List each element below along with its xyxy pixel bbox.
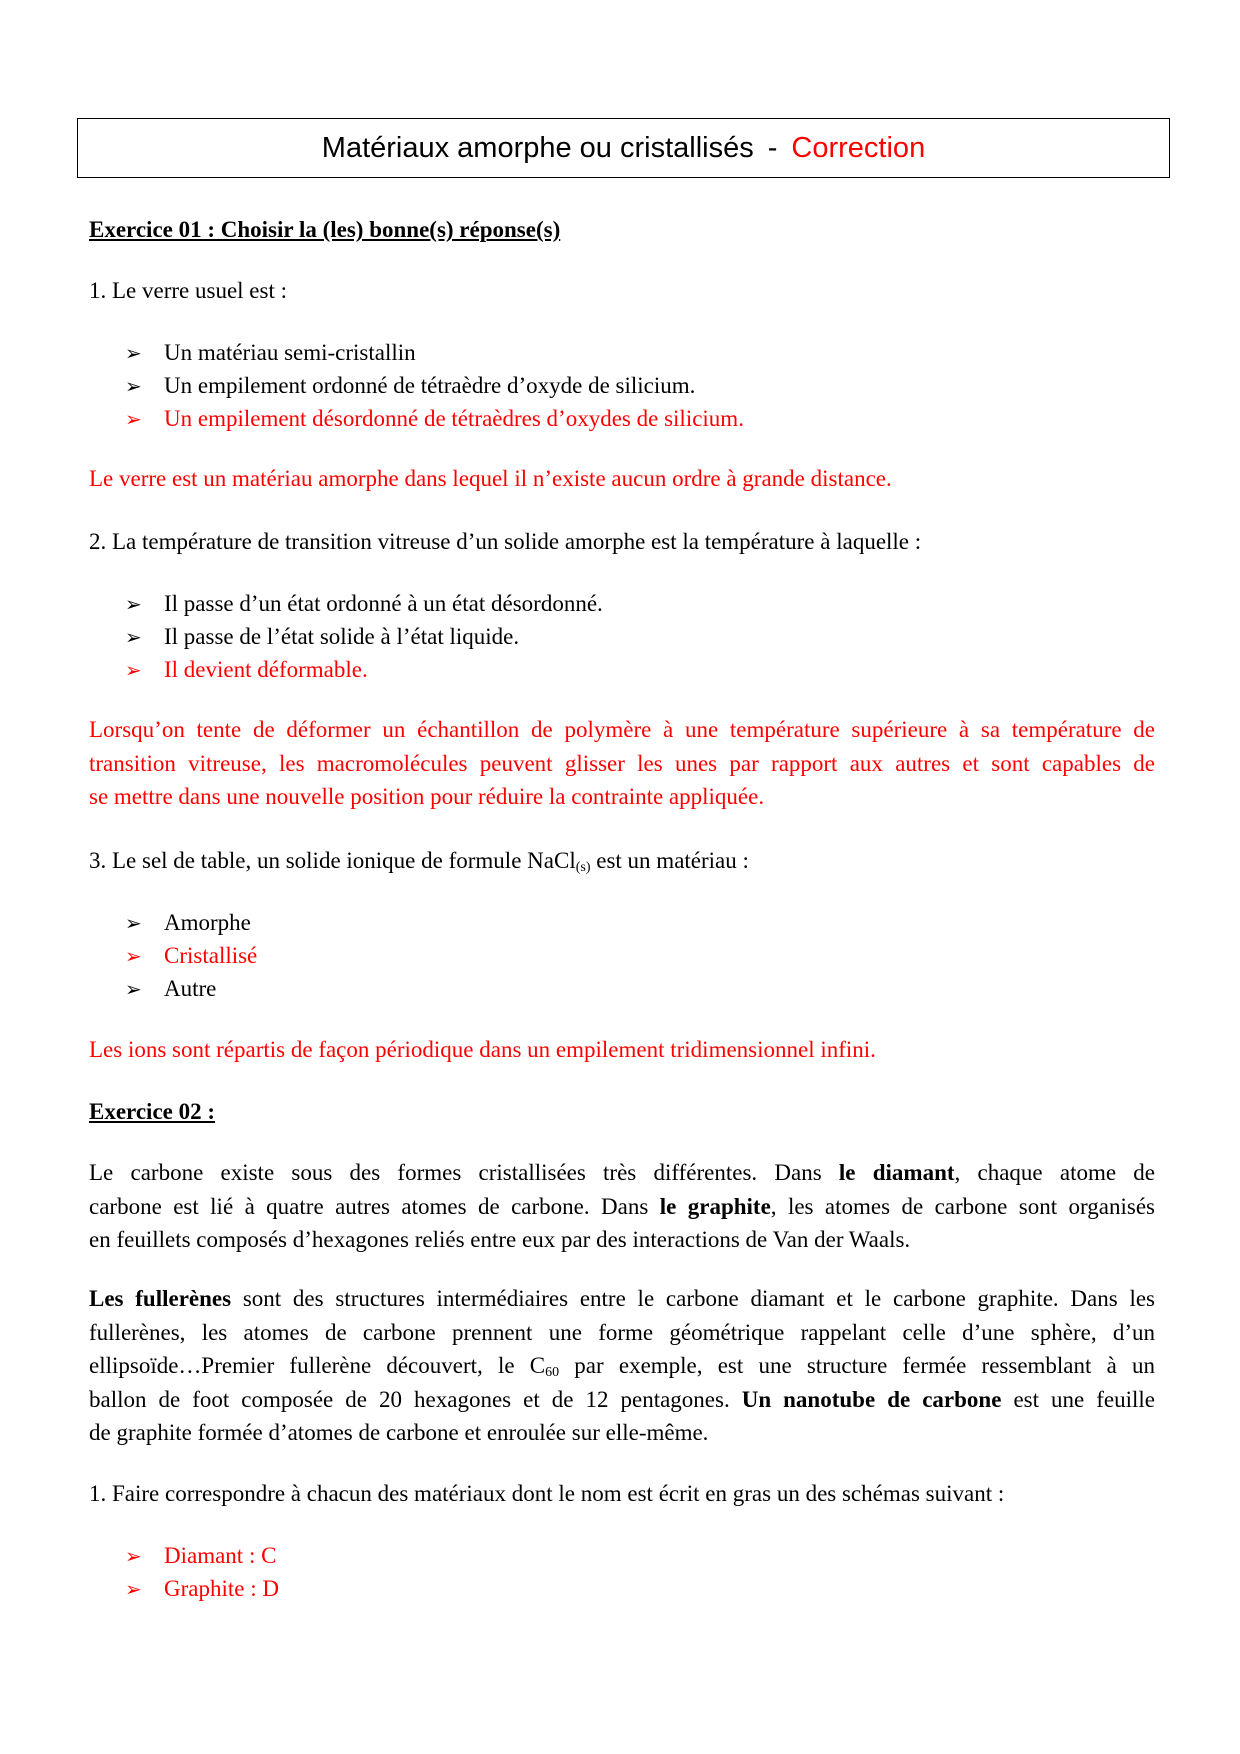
arrow-bullet-icon: ➢ <box>125 1577 142 1601</box>
arrow-bullet-icon: ➢ <box>125 944 142 968</box>
q2-option-3-correct: ➢ Il devient déformable. <box>125 653 368 687</box>
question-3: 3. Le sel de table, un solide ionique de formule NaCl$_{(s)}$ est un matériau : <box>89 848 749 875</box>
ex2-paragraph-2: Les fullerènes sont des structures intermédiaires entre le carbone diamant et le carbone graphite. Dans les fullerènes, les atomes de carbone prennent une forme géométrique rappelant celle d’une sphère, d’un ellipsoïde…Premier fullerène découvert, le $C_{60}$ par exemple, est une structure fermée ressemblant à un ballon de foot composée de 20 hexagones et de 12 pentagones. Un nanotube de carbone est une feuille de graphite formée d’atomes de carbone et enroulée sur elle-même. <box>89 1286 1155 1445</box>
q3-option-3: ➢ Autre <box>125 972 216 1006</box>
ex2-paragraph-1: Le carbone existe sous des formes cristallisées très différentes. Dans le diamant, chaque atome de carbone est lié à quatre autres atomes de carbone. Dans le graphite, les atomes de carbone sont organisés en feuillets composés d’hexagones reliés entre eux par des interactions de Van der Waals. <box>89 1160 1156 1252</box>
q3-option-1: ➢ Amorphe <box>125 906 251 940</box>
ex2-answer-1: ➢ Diamant : C <box>125 1539 276 1573</box>
q2-answer: Lorsqu’on tente de déformer un échantillon de polymère à une température supérieure à sa température de transition vitreuse, les macromolécules peuvent glisser les unes par rapport aux autres et sont capables de se mettre dans une nouvelle position pour réduire la contrainte appliquée. <box>89 717 1155 809</box>
exercise-2-heading: Exercice 02 : <box>89 1099 216 1124</box>
q2-option-1: ➢ Il passe d’un état ordonné à un état désordonné. <box>125 587 603 621</box>
arrow-bullet-icon: ➢ <box>125 374 142 398</box>
q1-option-3-correct: ➢ Un empilement désordonné de tétraèdres d’oxydes de silicium. <box>125 402 744 436</box>
q2-option-2: ➢ Il passe de l’état solide à l’état liquide. <box>125 620 519 654</box>
question-2: 2. La température de transition vitreuse d’un solide amorphe est la température à laquelle : <box>89 529 922 554</box>
exercise-1-heading: Exercice 01 : Choisir la (les) bonne(s) réponse(s) <box>89 217 561 242</box>
q1-answer: Le verre est un matériau amorphe dans lequel il n’existe aucun ordre à grande distance. <box>89 466 892 491</box>
arrow-bullet-icon: ➢ <box>125 977 142 1001</box>
title-main: Matériaux amorphe ou cristallisés <box>321 131 754 164</box>
q3-answer: Les ions sont répartis de façon périodique dans un empilement tridimensionnel infini. <box>89 1037 876 1062</box>
title-separator: - <box>767 131 778 164</box>
ex2-question-1: 1. Faire correspondre à chacun des matériaux dont le nom est écrit en gras un des schémas suivant : <box>89 1481 1005 1506</box>
ex2-answer-2: ➢ Graphite : D <box>125 1572 279 1606</box>
question-1: 1. Le verre usuel est : <box>89 278 287 303</box>
q1-option-1: ➢ Un matériau semi-cristallin <box>125 336 416 370</box>
arrow-bullet-icon: ➢ <box>125 341 142 365</box>
q1-option-2: ➢ Un empilement ordonné de tétraèdre d’oxyde de silicium. <box>125 369 695 403</box>
arrow-bullet-icon: ➢ <box>125 407 142 431</box>
title-correction: Correction <box>791 131 926 164</box>
q3-option-2-correct: ➢ Cristallisé <box>125 939 257 973</box>
arrow-bullet-icon: ➢ <box>125 625 142 649</box>
arrow-bullet-icon: ➢ <box>125 658 142 682</box>
title-box <box>77 118 1170 178</box>
arrow-bullet-icon: ➢ <box>125 592 142 616</box>
arrow-bullet-icon: ➢ <box>125 1544 142 1568</box>
arrow-bullet-icon: ➢ <box>125 911 142 935</box>
